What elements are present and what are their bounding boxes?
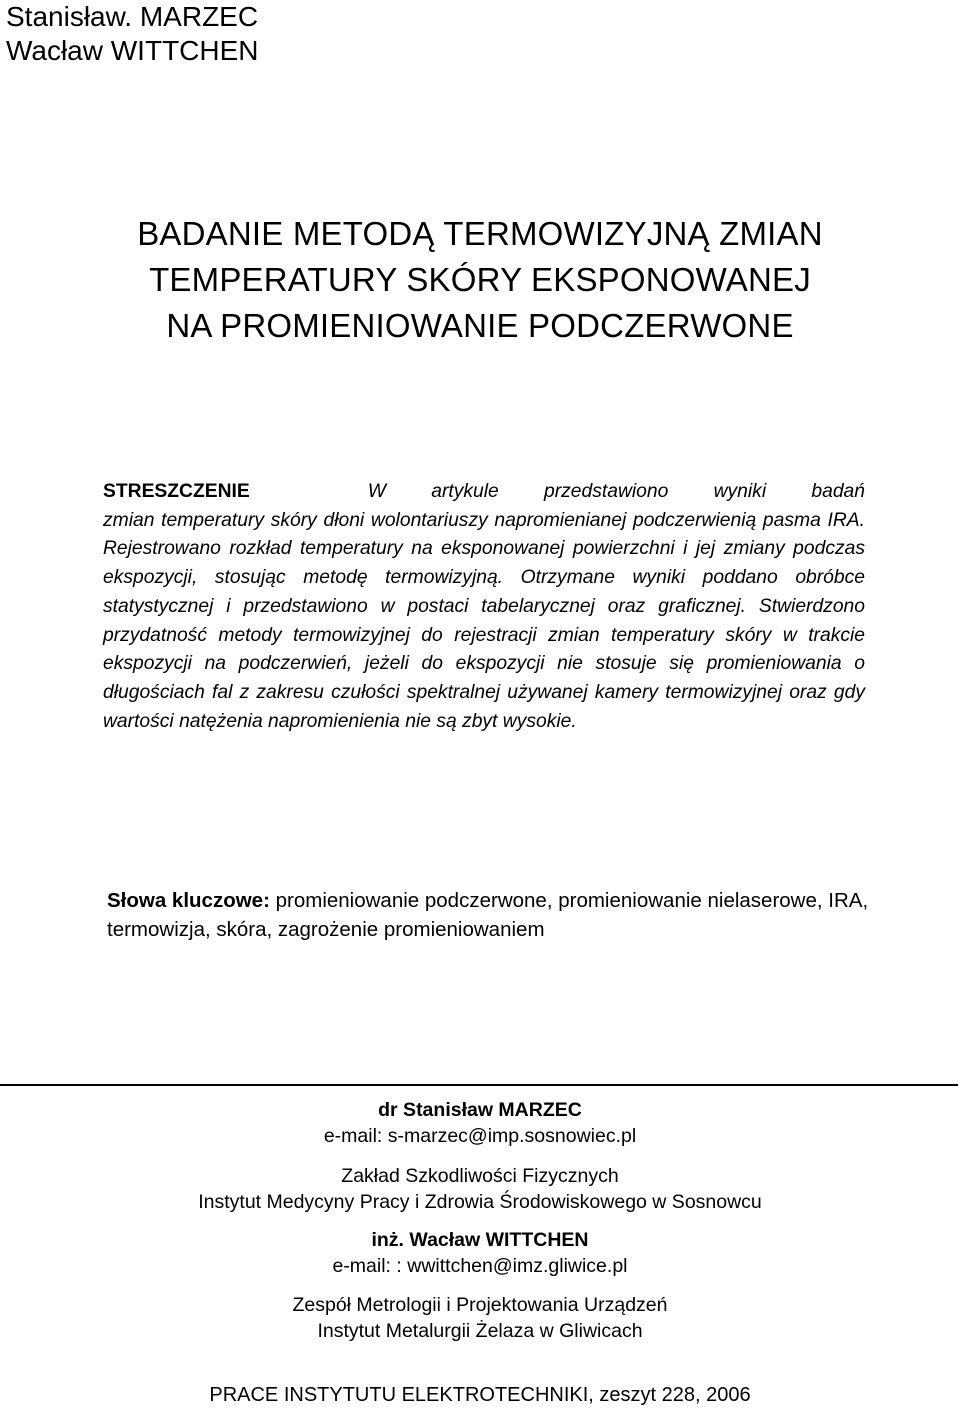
title-line-1: BADANIE METODĄ TERMOWIZYJNĄ ZMIAN bbox=[137, 215, 823, 252]
abstract bbox=[103, 478, 865, 736]
author2-dept: Zespół Metrologii i Projektowania Urządzeń bbox=[292, 1294, 668, 1316]
author1-inst: Instytut Medycyny Pracy i Zdrowia Środowiskowego w Sosnowcu bbox=[198, 1191, 762, 1213]
abstract-first-line bbox=[103, 478, 865, 507]
author1-name: dr Stanisław MARZEC bbox=[378, 1099, 582, 1121]
author2-affiliation bbox=[0, 1292, 960, 1344]
header-author-2: Wacław WITTCHEN bbox=[6, 35, 259, 66]
author1-dept: Zakład Szkodliwości Fizycznych bbox=[341, 1165, 619, 1187]
title-line-3: NA PROMIENIOWANIE PODCZERWONE bbox=[166, 307, 794, 344]
keywords-label: Słowa kluczowe: bbox=[107, 889, 270, 912]
author1-affiliation bbox=[0, 1163, 960, 1215]
keywords-text: promieniowanie podczerwone, promieniowanie nielaserowe, IRA, termowizja, skóra, zagrożenie promieniowaniem bbox=[107, 889, 869, 941]
abstract-body: zmian temperatury skóry dłoni wolontariuszy napromienianej podczerwienią pasma IRA. Rejestrowano rozkład temperatury na eksponowanej powierzchni i jej zmiany podczas ekspozycji, stosując metodę termowizyjną. Otrzymane wyniki poddano obróbce statystycznej i przedstawiono w postaci tabelarycznej oraz graficznej. Stwierdzono przydatność metody termowizyjnej do rejestracji zmian temperatury skóry w trakcie ekspozycji na podczerwień, jeżeli do ekspozycji nie stosuje się promieniowania o długościach fal z zakresu czułości spektralnej używanej kamery termowizyjnej oraz gdy wartości natężenia napromienienia nie są zbyt wysokie. bbox=[103, 509, 865, 732]
abstract-label: STRESZCZENIE bbox=[103, 481, 250, 502]
keywords bbox=[107, 886, 869, 944]
author1-email: e-mail: s-marzec@imp.sosnowiec.pl bbox=[323, 1125, 637, 1147]
header-author-1: Stanisław. MARZEC bbox=[6, 1, 259, 32]
running-header-authors bbox=[6, 0, 259, 68]
author2-inst: Instytut Metalurgii Żelaza w Gliwicach bbox=[317, 1320, 643, 1342]
paper-title bbox=[60, 211, 900, 349]
title-line-2: TEMPERATURY SKÓRY EKSPONOWANEJ bbox=[149, 261, 811, 298]
separator-line bbox=[0, 1084, 958, 1086]
journal-footer: PRACE INSTYTUTU ELEKTROTECHNIKI, zeszyt 228, 2006 bbox=[209, 1384, 751, 1406]
author1-info bbox=[0, 1097, 960, 1149]
abstract-lead: W artykule przedstawiono wyniki badań bbox=[367, 481, 865, 502]
author2-email: e-mail: : wwittchen@imz.gliwice.pl bbox=[332, 1255, 628, 1277]
author2-name: inż. Wacław WITTCHEN bbox=[371, 1229, 589, 1251]
author2-info bbox=[0, 1227, 960, 1279]
